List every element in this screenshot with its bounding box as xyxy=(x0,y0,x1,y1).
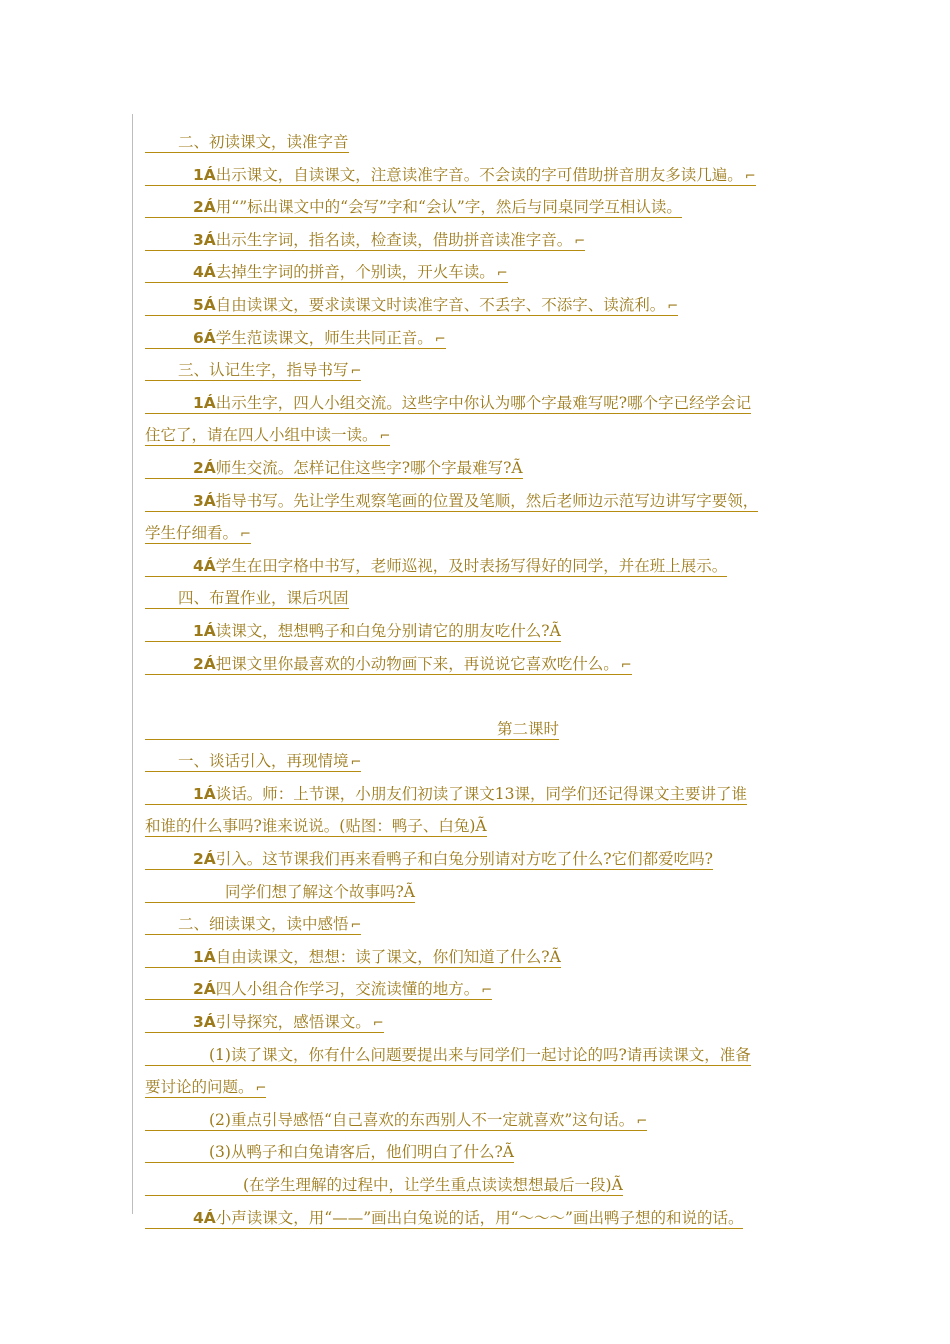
line-text: 引导探究，感悟课文。 xyxy=(215,1013,371,1032)
line-text: 去掉生字词的拼音，个别读，开火车读。 xyxy=(215,263,495,282)
line-content xyxy=(145,524,251,544)
item-number: 1Á xyxy=(193,784,216,803)
item-number: 2Á xyxy=(193,850,216,869)
line-text: 二、细读课文，读中感悟 xyxy=(178,915,349,934)
item-number: 1Á xyxy=(193,393,216,412)
line-content xyxy=(145,231,585,251)
line-content xyxy=(145,1013,384,1033)
line-content xyxy=(145,394,751,414)
line-text: 住它了，请在四人小组中读一读。 xyxy=(145,426,378,445)
line-text: 二、初读课文，读准字音 xyxy=(178,133,349,151)
text-line xyxy=(145,1006,825,1039)
text-line xyxy=(145,843,825,876)
paragraph-mark-icon: ⌐ xyxy=(636,1113,648,1129)
line-content xyxy=(145,1111,647,1131)
line-text: 自由读课文，要求读课文时读准字音、不丢字、不添字、读流利。 xyxy=(215,295,666,314)
line-content xyxy=(145,166,756,186)
line-text: 同学们想了解这个故事吗?Ã xyxy=(225,882,416,901)
line-content xyxy=(145,980,492,1000)
line-text: 引入。这节课我们再来看鸭子和白兔分别请对方吃了什么?它们都爱吃吗? xyxy=(215,850,713,869)
line-content xyxy=(145,589,349,609)
item-number: 2Á xyxy=(193,654,216,673)
item-number: 1Á xyxy=(193,621,216,640)
line-text: 要讨论的问题。 xyxy=(145,1078,254,1097)
paragraph-mark-icon: ⌐ xyxy=(481,983,493,999)
page-margin-line xyxy=(132,114,133,1214)
document-body xyxy=(145,126,825,1234)
paragraph-mark-icon: ⌐ xyxy=(350,364,362,380)
text-line xyxy=(145,322,825,355)
text-line xyxy=(145,517,825,550)
line-text: (3)从鸭子和白兔请客后，他们明白了什么?Ã xyxy=(209,1143,514,1162)
line-text: 谈话。师：上节课，小朋友们初读了课文13课，同学们还记得课文主要讲了谁 xyxy=(215,784,748,803)
item-number: 3Á xyxy=(193,230,216,249)
line-content xyxy=(145,296,678,316)
line-text: 用“”标出课文中的“会写”字和“会认”字，然后与同桌同学互相认读。 xyxy=(215,198,682,217)
line-text: 第二课时 xyxy=(497,719,560,738)
line-text: (在学生理解的过程中，让学生重点读读想想最后一段)Ã xyxy=(243,1176,623,1194)
line-content xyxy=(145,557,727,577)
text-line xyxy=(145,1039,825,1072)
line-text: 出示课文，自读课文，注意读准字音。不会读的字可借助拼音朋友多读几遍。 xyxy=(215,165,743,184)
item-number: 2Á xyxy=(193,198,216,217)
line-content xyxy=(145,785,747,805)
text-line xyxy=(145,126,825,159)
line-content xyxy=(145,948,561,968)
paragraph-mark-icon: ⌐ xyxy=(434,331,446,347)
line-content xyxy=(145,1078,266,1098)
text-line xyxy=(145,387,825,420)
line-content xyxy=(145,752,361,772)
line-content xyxy=(145,1209,743,1229)
text-line xyxy=(145,419,825,452)
line-text: 和谁的什么事吗?谁来说说。(贴图：鸭子、白兔)Ã xyxy=(145,817,487,836)
item-number: 6Á xyxy=(193,328,216,347)
text-line xyxy=(145,159,825,192)
text-line xyxy=(145,1071,825,1104)
line-content xyxy=(145,883,415,903)
line-text: 学生仔细看。 xyxy=(145,524,239,543)
line-content xyxy=(145,1046,751,1066)
line-content xyxy=(145,133,349,153)
line-text: 学生范读课文，师生共同正音。 xyxy=(215,328,433,347)
text-line xyxy=(145,1202,825,1235)
line-text: 一、谈话引入，再现情境 xyxy=(178,752,349,771)
line-content xyxy=(145,622,561,642)
text-line xyxy=(145,485,825,518)
item-number: 4Á xyxy=(193,263,216,282)
text-line xyxy=(145,224,825,257)
text-line xyxy=(145,452,825,485)
item-number: 5Á xyxy=(193,295,216,314)
line-content xyxy=(145,198,682,218)
line-content xyxy=(145,817,487,837)
text-line xyxy=(145,810,825,843)
item-number: 1Á xyxy=(193,165,216,184)
line-text: 四、布置作业，课后巩固 xyxy=(178,589,349,608)
line-content xyxy=(145,361,361,381)
text-line xyxy=(145,941,825,974)
line-text: 小声读课文，用“——”画出白兔说的话，用“～～～”画出鸭子想的和说的话。 xyxy=(215,1208,744,1227)
text-line xyxy=(145,648,825,681)
line-text: 学生在田字格中书写，老师巡视，及时表扬写得好的同学，并在班上展示。 xyxy=(215,556,728,575)
line-content xyxy=(145,850,713,870)
text-line xyxy=(145,713,825,746)
line-text: 自由读课文，想想：读了课文，你们知道了什么?Ã xyxy=(215,947,561,966)
line-text: 指导书写。先让学生观察笔画的位置及笔顺，然后老师边示范写边讲写字要领， xyxy=(215,491,759,510)
line-text: 出示生字，四人小组交流。这些字中你认为哪个字最难写呢?哪个字已经学会记 xyxy=(215,393,752,412)
paragraph-mark-icon: ⌐ xyxy=(372,1016,384,1032)
line-content xyxy=(145,1143,514,1163)
text-line xyxy=(145,1136,825,1169)
text-line xyxy=(145,191,825,224)
text-line xyxy=(145,289,825,322)
line-content xyxy=(145,459,523,479)
text-line xyxy=(145,550,825,583)
text-line xyxy=(145,778,825,811)
text-line xyxy=(145,615,825,648)
item-number: 1Á xyxy=(193,947,216,966)
line-text: (2)重点引导感悟“自己喜欢的东西别人不一定就喜欢”这句话。 xyxy=(209,1110,635,1129)
paragraph-mark-icon: ⌐ xyxy=(620,657,632,673)
line-text: 读课文，想想鸭子和白兔分别请它的朋友吃什么?Ã xyxy=(215,621,561,640)
paragraph-mark-icon: ⌐ xyxy=(667,298,679,314)
line-content xyxy=(145,492,758,512)
line-text: 把课文里你最喜欢的小动物画下来，再说说它喜欢吃什么。 xyxy=(215,654,619,673)
line-content xyxy=(145,655,632,675)
blank-line xyxy=(145,680,825,713)
paragraph-mark-icon: ⌐ xyxy=(350,918,362,934)
line-content xyxy=(145,1176,623,1196)
paragraph-mark-icon: ⌐ xyxy=(574,233,586,249)
line-content xyxy=(145,329,446,349)
line-text: 三、认记生字，指导书写 xyxy=(178,361,349,380)
paragraph-mark-icon: ⌐ xyxy=(255,1081,267,1097)
line-content xyxy=(145,915,361,935)
text-line xyxy=(145,256,825,289)
text-line xyxy=(145,876,825,909)
item-number: 4Á xyxy=(193,1208,216,1227)
line-text: 师生交流。怎样记住这些字?哪个字最难写?Ã xyxy=(215,458,523,477)
item-number: 3Á xyxy=(193,1013,216,1032)
text-line xyxy=(145,908,825,941)
line-content xyxy=(145,720,559,740)
item-number: 2Á xyxy=(193,980,216,999)
text-line xyxy=(145,1169,825,1202)
text-line xyxy=(145,745,825,778)
paragraph-mark-icon: ⌐ xyxy=(240,527,251,543)
paragraph-mark-icon: ⌐ xyxy=(350,755,362,771)
line-text: (1)读了课文，你有什么问题要提出来与同学们一起讨论的吗?请再读课文，准备 xyxy=(209,1045,751,1064)
text-line xyxy=(145,582,825,615)
item-number: 3Á xyxy=(193,491,216,510)
text-line xyxy=(145,1104,825,1137)
paragraph-mark-icon: ⌐ xyxy=(379,429,391,445)
line-text: 出示生字词，指名读，检查读，借助拼音读准字音。 xyxy=(215,230,573,249)
text-line xyxy=(145,973,825,1006)
paragraph-mark-icon: ⌐ xyxy=(496,266,508,282)
paragraph-mark-icon: ⌐ xyxy=(744,168,756,184)
line-content xyxy=(145,426,390,446)
item-number: 2Á xyxy=(193,458,216,477)
item-number: 4Á xyxy=(193,556,216,575)
line-content xyxy=(145,263,508,283)
line-text: 四人小组合作学习，交流读懂的地方。 xyxy=(215,980,480,999)
text-line xyxy=(145,354,825,387)
